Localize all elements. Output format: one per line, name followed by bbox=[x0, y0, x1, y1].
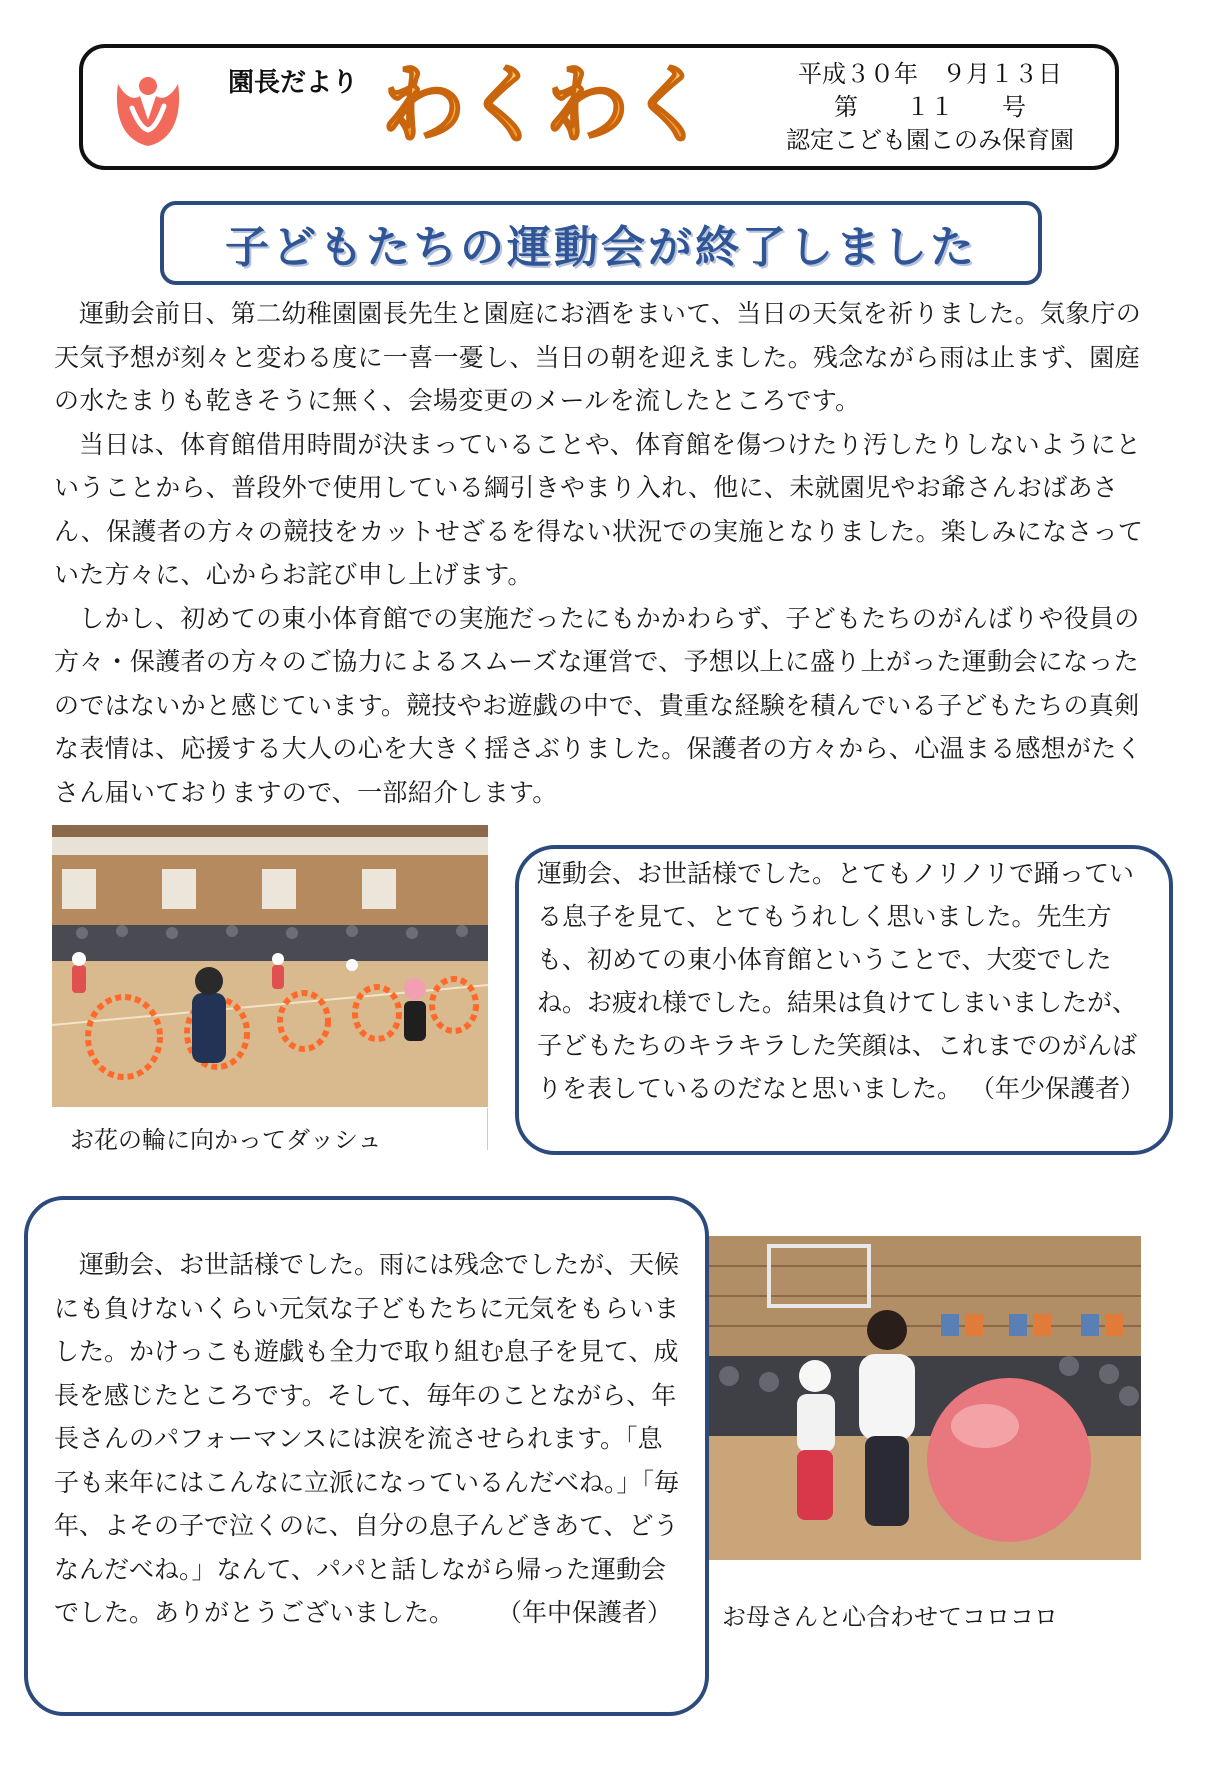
newsletter-title bbox=[375, 48, 715, 156]
newsletter-subtitle: 園長だより bbox=[228, 68, 359, 98]
comment-text: 運動会、お世話様でした。とてもノリノリで踊っている息子を見て、とてもうれしく思いました。先生方も、初めての東小体育館ということで、大変でしたね。お疲れ様でした。結果は負けてしまいましたが、子どもたちのキラキラした笑顔は、これまでのがんばりを表しているのだなと思いました。 bbox=[537, 859, 1138, 1103]
article-paragraph: しかし、初めての東小体育館での実施だったにもかかわらず、子どもたちのがんばりや役員の方々・保護者の方々のご協力によるスムーズな運営で、予想以上に盛り上がった運動会になったのではないかと感じています。競技やお遊戯の中で、貴重な経験を積んでいる子どもたちの真剣な表情は、応援する大人の心を大きく揺さぶりました。保護者の方々から、心温まる感想がたくさん届いておりますので、一部紹介します。 bbox=[54, 603, 1142, 807]
newsletter-title-text: わくわく bbox=[380, 56, 710, 154]
caption-divider bbox=[487, 1108, 488, 1150]
photo-caption: お花の輪に向かってダッシュ bbox=[70, 1126, 382, 1154]
article-body bbox=[54, 292, 1159, 814]
comment-text: 運動会、お世話様でした。雨には残念でしたが、天候にも負けないくらい元気な子どもたちに元気をもらいました。かけっこも遊戯も全力で取り組む息子を見て、成長を感じたところです。そして、毎年のことながら、年長さんのパフォーマンスには涙を流させられます。「息子も来年にはこんなに立派になっているんだべね。」「毎年、よその子で泣くのに、自分の息子んどきあて、どうなんだべね。」なんて、パパと話しながら帰った運動会でした。ありがとうございました。 bbox=[54, 1250, 680, 1627]
comment-signature: （年少保護者） bbox=[969, 1074, 1145, 1103]
headline-text: 子どもたちの運動会が終了しました bbox=[225, 222, 977, 273]
photo-caption: お母さんと心合わせてコロコロ bbox=[722, 1603, 1058, 1631]
issue-number: 第 １１ 号 bbox=[834, 93, 1026, 121]
organization-name: 認定こども園このみ保育園 bbox=[786, 126, 1074, 154]
issue-info bbox=[780, 58, 1080, 157]
tulip-logo-icon bbox=[110, 70, 186, 150]
article-paragraph: 当日は、体育館借用時間が決まっていることや、体育館を傷つけたり汚したりしないようにということから、普段外で使用している綱引きやまり入れ、他に、未就園児やお爺さんおばあさん、保護者の方々の競技をカットせざるを得ない状況での実施となりました。楽しみになさっていた方々に、心からお詫び申し上げます。 bbox=[54, 429, 1144, 589]
headline-box bbox=[160, 201, 1042, 285]
comment-signature: （年中保護者） bbox=[496, 1598, 672, 1627]
photo-flower-hoops bbox=[52, 825, 488, 1107]
issue-date: 平成３０年 ９月１３日 bbox=[798, 60, 1062, 88]
parent-comment-2 bbox=[54, 1243, 684, 1635]
photo-rolling-ball bbox=[709, 1236, 1141, 1560]
parent-comment-1 bbox=[537, 852, 1157, 1110]
article-paragraph: 運動会前日、第二幼稚園園長先生と園庭にお酒をまいて、当日の天気を祈りました。気象庁の天気予想が刻々と変わる度に一喜一憂し、当日の朝を迎えました。残念ながら雨は止まず、園庭の水たまりも乾きそうに無く、会場変更のメールを流したところです。 bbox=[54, 299, 1142, 415]
